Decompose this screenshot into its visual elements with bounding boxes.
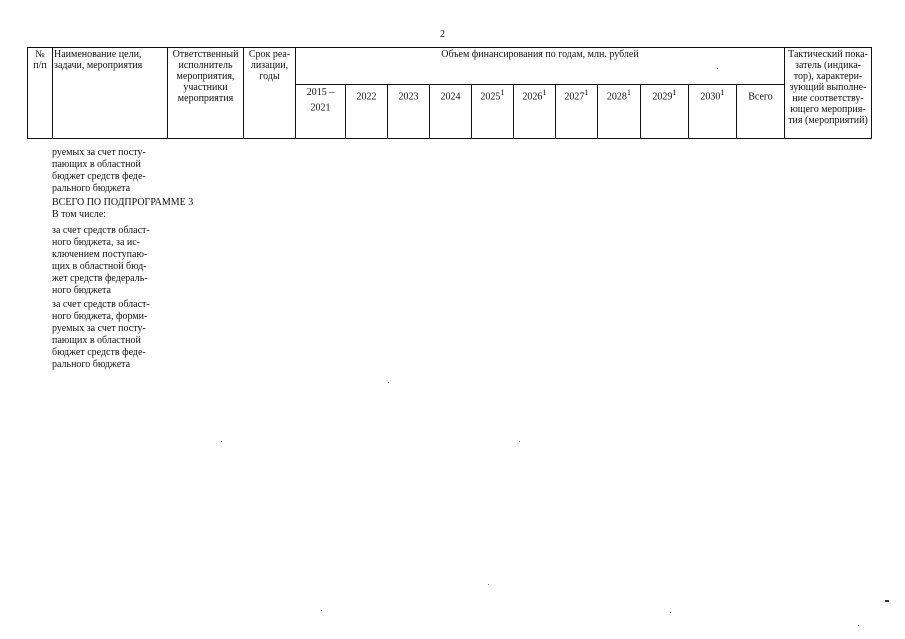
year-label: 2028	[606, 91, 627, 103]
scan-speck	[858, 625, 859, 626]
year-footnote: 1	[672, 88, 677, 97]
year-label: 2015 – 2021	[306, 87, 335, 114]
year-label: 2027	[564, 91, 585, 103]
header-term: Срок реа- лизации, годы	[244, 48, 296, 139]
year-footnote: 1	[542, 88, 547, 97]
year-header	[430, 85, 472, 139]
year-header	[296, 85, 346, 139]
scan-speck	[221, 441, 222, 442]
header-executor: Ответственный исполнитель мероприятия, участники мероприятия	[168, 48, 244, 139]
scan-speck	[885, 600, 889, 602]
year-header	[641, 85, 689, 139]
year-label: 2025	[480, 91, 501, 103]
year-header	[514, 85, 556, 139]
year-label: 2022	[356, 91, 377, 103]
row-label: ВСЕГО ПО ПОДПРОГРАММЕ 3	[52, 197, 194, 208]
row-label: руемых за счет посту- пающих в областной бюджет средств феде- рального бюджета	[52, 147, 146, 194]
year-header	[598, 85, 641, 139]
header-funding: Объем финансирования по годам, млн. рублей	[296, 48, 785, 85]
year-footnote: 1	[584, 88, 589, 97]
year-label: 2030	[700, 91, 721, 103]
row-label: за счет средств област- ного бюджета, за ис- ключением поступаю- щих в областной бюд- жет средств федераль- ного бюджета	[52, 225, 150, 296]
scan-speck	[488, 584, 489, 585]
year-footnote: 1	[720, 88, 725, 97]
scan-speck	[670, 612, 671, 613]
year-header	[472, 85, 514, 139]
page-number: 2	[440, 29, 445, 40]
year-label: 2029	[652, 91, 673, 103]
year-label: 2026	[522, 91, 543, 103]
header-name: Наименование цели, задачи, мероприятия	[53, 48, 168, 139]
scan-speck	[388, 382, 389, 383]
header-indicator: Тактический пока- затель (индика- тор), характери- зующий выполне- ние соответству- ющего мероприя- тия (мероприятий)	[785, 48, 872, 139]
table-header	[27, 47, 872, 139]
scan-speck	[321, 610, 322, 611]
year-footnote: 1	[626, 88, 632, 97]
year-header	[556, 85, 598, 139]
row-label: В том числе:	[52, 209, 107, 220]
year-header	[388, 85, 430, 139]
year-header	[346, 85, 388, 139]
year-label: 2023	[398, 91, 419, 103]
year-label: Всего	[748, 91, 773, 103]
header-no: № п/п	[28, 48, 53, 139]
year-label: 2024	[440, 91, 461, 103]
year-header	[689, 85, 737, 139]
scan-speck	[717, 68, 718, 69]
scan-speck	[519, 441, 520, 442]
row-label: за счет средств област- ного бюджета, форми- руемых за счет посту- пающих в областной бюджет средств феде- рального бюджета	[52, 299, 150, 370]
year-header	[737, 85, 785, 139]
year-footnote: 1	[500, 88, 505, 97]
